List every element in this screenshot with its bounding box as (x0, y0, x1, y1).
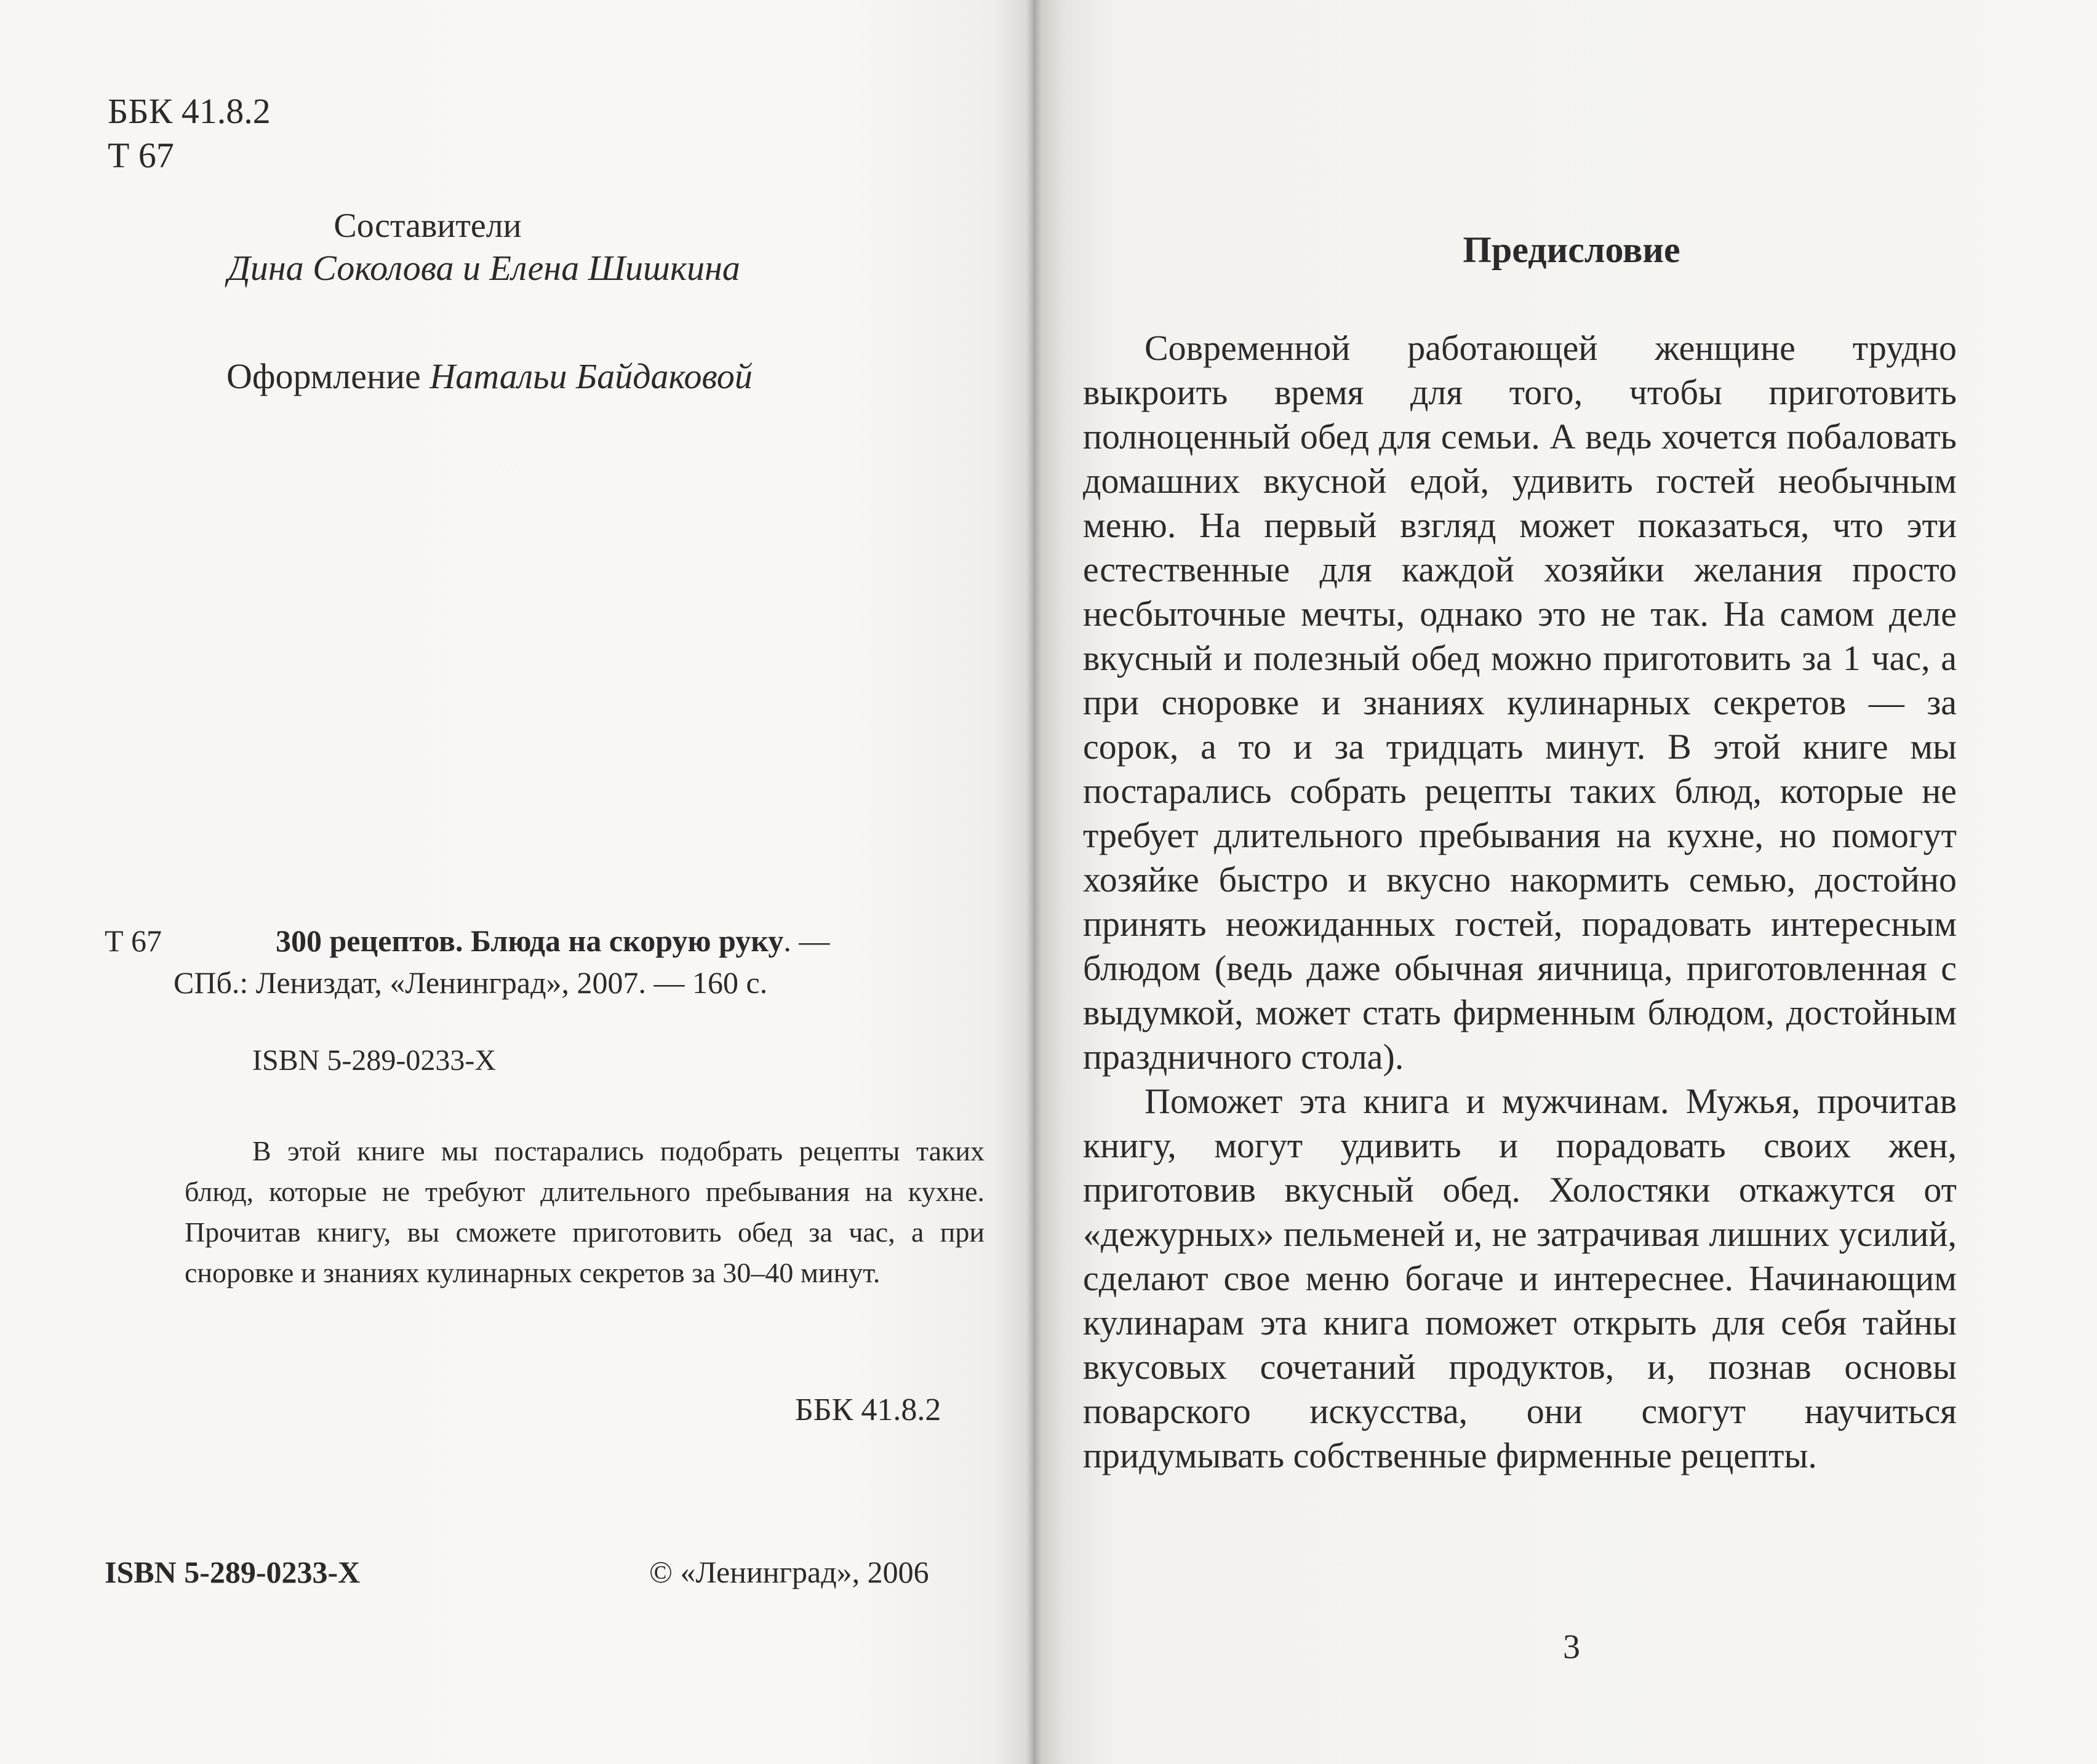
bbk-code-top: ББК 41.8.2 (108, 91, 271, 131)
book-imprint: СПб.: Лениздат, «Ленинград», 2007. — 160 с. (174, 965, 768, 1000)
isbn-catalog: ISBN 5-289-0233-X (252, 1044, 496, 1077)
left-page-imprint (0, 0, 1034, 1764)
design-credit (226, 356, 753, 397)
design-name: Натальи Байдаковой (429, 356, 753, 396)
design-label: Оформление (226, 356, 421, 396)
preface-title: Предисловие (1463, 229, 1680, 270)
book-title: 300 рецептов. Блюда на скорую руку (276, 924, 784, 958)
preface-body (1083, 326, 1957, 1478)
preface-paragraph: Современной работающей женщине трудно выкроить время для того, чтобы приготовить полноценный обед для семьи. А ведь хочется побаловать домашних вкусной едой, удивить гостей необычным меню. На первый взгляд может показаться, что эти естественные для каждой хозяйки желания просто несбыточные мечты, однако это не так. На самом деле вкусный и полезный обед можно приготовить за 1 час, а при сноровке и знаниях кулинарных секретов — за сорок, а то и за тридцать минут. В этой книге мы постарались собрать рецепты таких блюд, которые не требует длительного пребывания на кухне, но помогут хозяйке быстро и вкусно накормить семью, достойно принять неожиданных гостей, порадовать интересным блюдом (ведь даже обычная яичница, приготовленная с выдумкой, может стать фирменным блюдом, достойным праздничного стола). (1083, 328, 1957, 1077)
compilers-names: Дина Соколова и Елена Шишкина (228, 248, 740, 288)
page-number: 3 (1563, 1628, 1580, 1666)
copyright-line: © «Ленинград», 2006 (649, 1555, 929, 1589)
compilers-label: Составители (334, 207, 522, 245)
isbn-bold: ISBN 5-289-0233-X (105, 1555, 361, 1589)
book-title-dash: . — (783, 924, 830, 958)
book-gutter (1026, 0, 1041, 1764)
catalog-sign: Т 67 (105, 924, 162, 958)
book-annotation: В этой книге мы постарались подобрать рецепты таких блюд, которые не требуют длительного пребывания на кухне. Прочитав книгу, вы сможете приготовить обед за час, а при сноровке и знаниях кулинарных секретов за 30–40 минут. (185, 1135, 985, 1288)
bbk-code-bottom: ББК 41.8.2 (795, 1392, 941, 1427)
catalog-title (276, 923, 829, 959)
preface-paragraph: Поможет эта книга и мужчинам. Мужья, прочитав книгу, могут удивить и порадовать своих жен, приготовив вкусный обед. Холостяки откажутся от «дежурных» пельменей и, не затрачивая лишних усилий, сделают свое меню богаче и интереснее. Начинающим кулинарам эта книга поможет открыть для себя тайны вкусовых сочетаний продуктов, и, познав основы поварского искусства, они смогут научиться придумывать собственные фирменные рецепты. (1083, 1081, 1957, 1475)
author-sign-top: Т 67 (108, 135, 174, 175)
right-page-preface (1034, 0, 2097, 1764)
